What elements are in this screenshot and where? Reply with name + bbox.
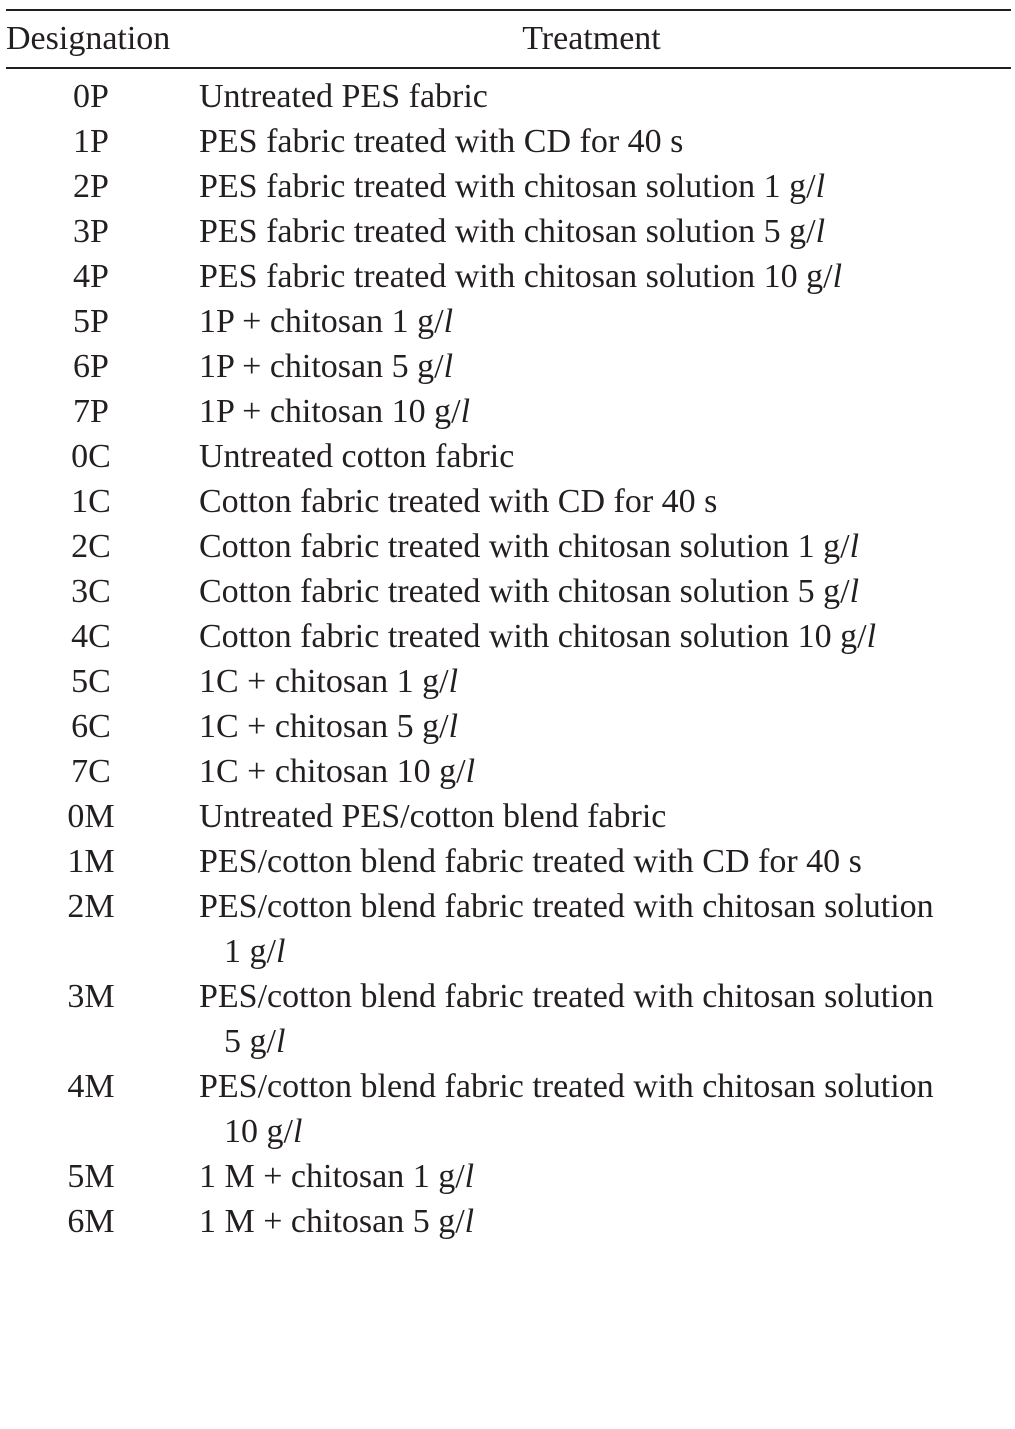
designation-cell: 0C bbox=[71, 438, 111, 475]
unit-litre: l bbox=[460, 393, 471, 430]
designation-cell: 2C bbox=[71, 528, 111, 565]
treatment-line bbox=[199, 299, 1011, 344]
table-row bbox=[6, 524, 1011, 569]
treatment-cell bbox=[188, 74, 1011, 119]
unit-litre: l bbox=[815, 168, 826, 205]
treatment-line bbox=[199, 74, 1011, 119]
treatment-text: PES fabric treated with chitosan solution 10 g/ bbox=[199, 258, 833, 295]
unit-litre: l bbox=[464, 1203, 475, 1240]
treatment-line bbox=[199, 119, 1011, 164]
treatment-text: Untreated cotton fabric bbox=[199, 438, 515, 475]
table-row bbox=[6, 299, 1011, 344]
treatment-cell bbox=[188, 839, 1011, 884]
treatment-text: 1P + chitosan 10 g/ bbox=[199, 393, 461, 430]
designation-cell: 1P bbox=[73, 123, 109, 160]
treatment-cell bbox=[188, 479, 1011, 524]
treatment-line bbox=[199, 524, 1011, 569]
table-body bbox=[6, 69, 1011, 1244]
header-designation: Designation bbox=[6, 20, 171, 57]
table-row bbox=[6, 659, 1011, 704]
treatment-line bbox=[199, 704, 1011, 749]
treatment-cell bbox=[188, 659, 1011, 704]
treatment-line bbox=[199, 344, 1011, 389]
treatment-cell bbox=[188, 209, 1011, 254]
treatment-cell bbox=[188, 344, 1011, 389]
treatment-line bbox=[199, 1154, 1011, 1199]
treatment-line bbox=[199, 569, 1011, 614]
treatment-cell bbox=[188, 524, 1011, 569]
designation-cell: 0M bbox=[67, 798, 115, 835]
table-row bbox=[6, 704, 1011, 749]
unit-litre: l bbox=[292, 1113, 303, 1150]
header-treatment: Treatment bbox=[522, 20, 661, 57]
designation-cell: 1C bbox=[71, 483, 111, 520]
treatment-line bbox=[199, 884, 1011, 929]
treatment-cell bbox=[188, 704, 1011, 749]
designation-cell: 5M bbox=[67, 1158, 115, 1195]
treatment-line bbox=[199, 1064, 1011, 1109]
treatment-cell bbox=[188, 1064, 1011, 1154]
table-row bbox=[6, 1199, 1011, 1244]
treatment-cell bbox=[188, 164, 1011, 209]
table-row bbox=[6, 74, 1011, 119]
treatment-line bbox=[199, 659, 1011, 704]
treatment-cell bbox=[188, 1199, 1011, 1244]
designation-cell: 2M bbox=[67, 888, 115, 925]
treatment-line bbox=[199, 1199, 1011, 1244]
treatment-text-continued: 5 g/ bbox=[224, 1023, 276, 1060]
designation-cell: 6C bbox=[71, 708, 111, 745]
unit-litre: l bbox=[815, 213, 826, 250]
designation-cell: 1M bbox=[67, 843, 115, 880]
treatment-text: Cotton fabric treated with chitosan solution 1 g/ bbox=[199, 528, 850, 565]
designation-cell: 7P bbox=[73, 393, 109, 430]
table-row bbox=[6, 434, 1011, 479]
unit-litre: l bbox=[866, 618, 877, 655]
treatment-line bbox=[199, 614, 1011, 659]
unit-litre: l bbox=[275, 933, 286, 970]
treatment-text: PES/cotton blend fabric treated with chitosan solution bbox=[199, 978, 934, 1015]
treatment-text: 1C + chitosan 1 g/ bbox=[199, 663, 449, 700]
treatment-cell bbox=[188, 749, 1011, 794]
treatment-line bbox=[199, 749, 1011, 794]
unit-litre: l bbox=[464, 1158, 475, 1195]
treatment-text: PES fabric treated with chitosan solution 5 g/ bbox=[199, 213, 816, 250]
unit-litre: l bbox=[465, 753, 476, 790]
table-row bbox=[6, 254, 1011, 299]
treatment-line bbox=[199, 254, 1011, 299]
treatment-text: PES fabric treated with chitosan solution 1 g/ bbox=[199, 168, 816, 205]
unit-litre: l bbox=[832, 258, 843, 295]
table-header bbox=[6, 11, 1011, 67]
designation-cell: 6M bbox=[67, 1203, 115, 1240]
table-row bbox=[6, 119, 1011, 164]
unit-litre: l bbox=[849, 573, 860, 610]
treatment-text: 1C + chitosan 5 g/ bbox=[199, 708, 449, 745]
table-row bbox=[6, 209, 1011, 254]
treatment-cell bbox=[188, 254, 1011, 299]
treatment-cell bbox=[188, 389, 1011, 434]
treatment-line bbox=[199, 389, 1011, 434]
treatment-text: Untreated PES/cotton blend fabric bbox=[199, 798, 667, 835]
treatment-line bbox=[199, 164, 1011, 209]
treatment-line bbox=[199, 839, 1011, 884]
designation-cell: 3C bbox=[71, 573, 111, 610]
table-row bbox=[6, 344, 1011, 389]
treatment-text-continued: 10 g/ bbox=[224, 1113, 293, 1150]
designation-cell: 6P bbox=[73, 348, 109, 385]
designation-cell: 4C bbox=[71, 618, 111, 655]
treatment-cell bbox=[188, 1154, 1011, 1199]
unit-litre: l bbox=[448, 663, 459, 700]
treatment-cell bbox=[188, 614, 1011, 659]
table-row bbox=[6, 1154, 1011, 1199]
treatment-cell bbox=[188, 794, 1011, 839]
treatment-text: Untreated PES fabric bbox=[199, 78, 488, 115]
table-row bbox=[6, 389, 1011, 434]
treatment-table bbox=[6, 9, 1011, 1244]
treatment-text: PES/cotton blend fabric treated with chitosan solution bbox=[199, 888, 934, 925]
treatment-text: Cotton fabric treated with chitosan solution 10 g/ bbox=[199, 618, 867, 655]
treatment-text: Cotton fabric treated with chitosan solution 5 g/ bbox=[199, 573, 850, 610]
treatment-line bbox=[199, 974, 1011, 1019]
table-row bbox=[6, 1064, 1011, 1154]
table-row bbox=[6, 884, 1011, 974]
table-row bbox=[6, 794, 1011, 839]
designation-cell: 7C bbox=[71, 753, 111, 790]
treatment-cell bbox=[188, 974, 1011, 1064]
table-row bbox=[6, 974, 1011, 1064]
treatment-line-continued bbox=[199, 929, 1011, 974]
designation-cell: 0P bbox=[73, 78, 109, 115]
treatment-line bbox=[199, 479, 1011, 524]
treatment-line bbox=[199, 794, 1011, 839]
treatment-cell bbox=[188, 119, 1011, 164]
treatment-text: Cotton fabric treated with CD for 40 s bbox=[199, 483, 718, 520]
unit-litre: l bbox=[849, 528, 860, 565]
unit-litre: l bbox=[275, 1023, 286, 1060]
treatment-text: 1 M + chitosan 5 g/ bbox=[199, 1203, 465, 1240]
treatment-cell bbox=[188, 434, 1011, 479]
table-row bbox=[6, 839, 1011, 884]
table-row bbox=[6, 479, 1011, 524]
designation-cell: 5C bbox=[71, 663, 111, 700]
designation-cell: 2P bbox=[73, 168, 109, 205]
treatment-text: 1C + chitosan 10 g/ bbox=[199, 753, 466, 790]
treatment-line bbox=[199, 209, 1011, 254]
designation-cell: 4M bbox=[67, 1068, 115, 1105]
designation-cell: 4P bbox=[73, 258, 109, 295]
designation-cell: 5P bbox=[73, 303, 109, 340]
table-row bbox=[6, 164, 1011, 209]
treatment-text: PES fabric treated with CD for 40 s bbox=[199, 123, 684, 160]
table-row bbox=[6, 614, 1011, 659]
treatment-text-continued: 1 g/ bbox=[224, 933, 276, 970]
treatment-line-continued bbox=[199, 1109, 1011, 1154]
designation-cell: 3P bbox=[73, 213, 109, 250]
treatment-text: PES/cotton blend fabric treated with CD for 40 s bbox=[199, 843, 862, 880]
table-row bbox=[6, 749, 1011, 794]
treatment-text: PES/cotton blend fabric treated with chitosan solution bbox=[199, 1068, 934, 1105]
treatment-text: 1 M + chitosan 1 g/ bbox=[199, 1158, 465, 1195]
designation-cell: 3M bbox=[67, 978, 115, 1015]
unit-litre: l bbox=[443, 303, 454, 340]
treatment-text: 1P + chitosan 5 g/ bbox=[199, 348, 444, 385]
table-row bbox=[6, 569, 1011, 614]
unit-litre: l bbox=[443, 348, 454, 385]
treatment-cell bbox=[188, 299, 1011, 344]
treatment-line bbox=[199, 434, 1011, 479]
treatment-cell bbox=[188, 884, 1011, 974]
treatment-text: 1P + chitosan 1 g/ bbox=[199, 303, 444, 340]
treatment-line-continued bbox=[199, 1019, 1011, 1064]
treatment-cell bbox=[188, 569, 1011, 614]
unit-litre: l bbox=[448, 708, 459, 745]
